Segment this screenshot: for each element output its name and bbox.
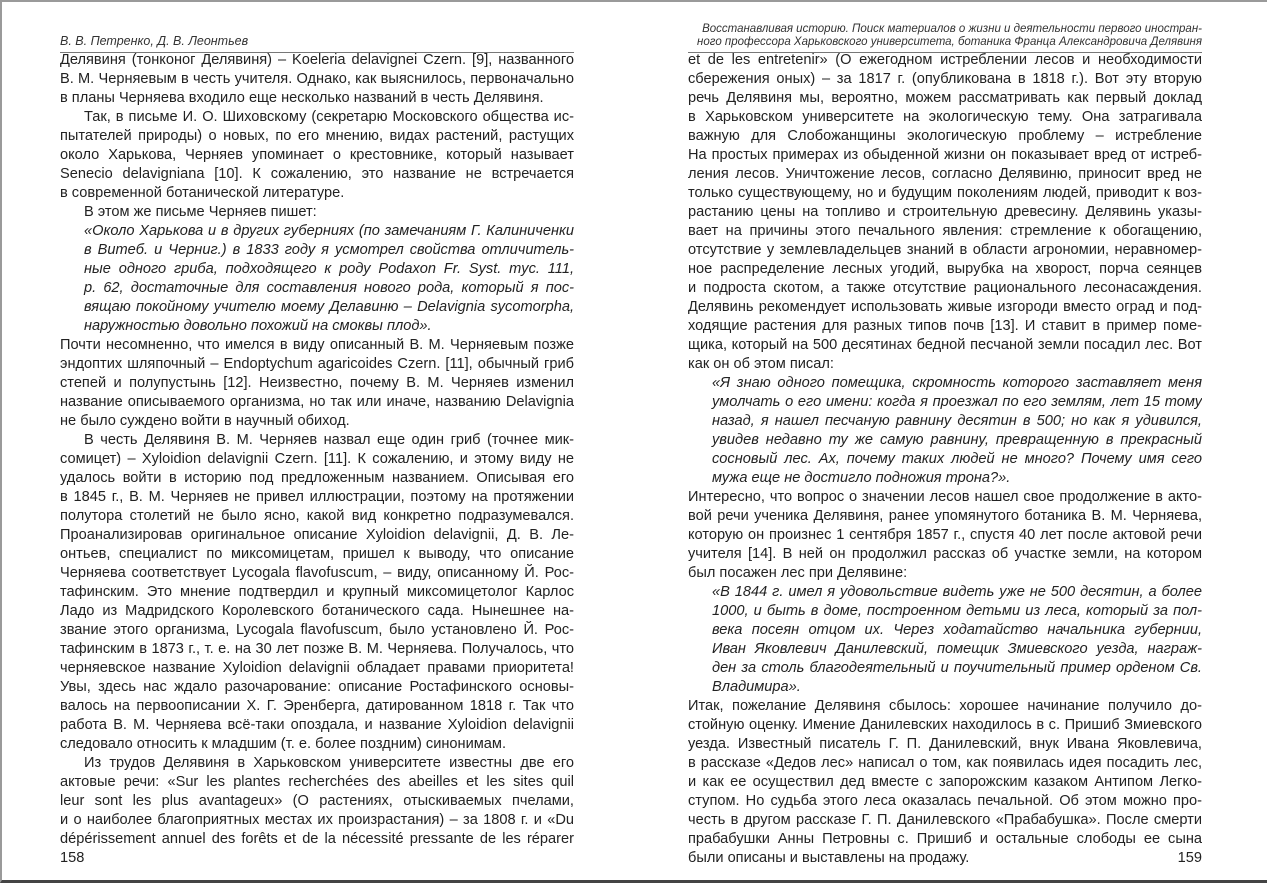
text-line: не было суждено войти в научный обиход. bbox=[60, 413, 350, 429]
text-line: в Харьковском университете на экологическую тему. Она затрагивала bbox=[688, 109, 1202, 125]
text-line: и как ее осуществил дед вместе с запорожским казаком Антипом Легко- bbox=[688, 774, 1202, 790]
text-line: Черняева соответствует Lycogala flavofuscum, – виду, описанному Й. Рос- bbox=[60, 565, 574, 581]
text-line: речь Делявиня мы, вероятно, можем рассматривать как первый доклад bbox=[688, 90, 1202, 106]
text-line: вой речи ученика Делявиня, ранее упомянутого ботаника В. М. Черняева, bbox=[688, 508, 1202, 524]
text-line: пытателей природы) о новых, по его мнению, видах растений, растущих bbox=[60, 128, 574, 144]
page-number-left: 158 bbox=[60, 850, 85, 866]
text-line: Интересно, что вопрос о значении лесов нашел свое продолжение в акто- bbox=[688, 489, 1202, 505]
text-line: Из трудов Делявиня в Харьковском университете известны две его bbox=[84, 755, 574, 771]
text-line: звание этого организма, Lycogala flavofuscum, было установлено Й. Рос- bbox=[60, 622, 574, 638]
text-line: В этом же письме Черняев пишет: bbox=[84, 204, 317, 220]
header-title-line: Восстанавливая историю. Поиск материалов о жизни и деятельности первого иностран- bbox=[702, 23, 1202, 35]
text-line: степей и полупустынь [12]. Неизвестно, почему В. М. Черняев изменил bbox=[60, 375, 574, 391]
header-article-title bbox=[697, 23, 1202, 49]
left-page-body bbox=[60, 51, 574, 849]
running-header-right bbox=[688, 0, 1202, 53]
text-line: щика, который на 500 десятинах бедной песчаной земли посадил лес. Вот bbox=[688, 337, 1202, 353]
quote-line: назад, я нашел песчаную равнину десятин в 500; но как я удивился, bbox=[712, 413, 1202, 429]
text-line: растанию цены на топливо и строительную древесину. Делявинь указы- bbox=[688, 204, 1202, 220]
quote-line: «Около Харькова и в других губерниях (по замечаниям Г. Калиниченки bbox=[84, 223, 574, 239]
text-line: leur sont les plus avantageux» (О растениях, отыскиваемых пчелами, bbox=[60, 793, 574, 809]
text-line: сбережения оных) – за 1817 г. (опубликована в 1818 г.). Вот эту вторую bbox=[688, 71, 1202, 87]
text-line: et de les entretenir» (О ежегодном истреблении лесов и необходимости bbox=[688, 52, 1202, 68]
text-line: полутора столетий не было ясно, какой вид конкретно подразумевался. bbox=[60, 508, 574, 524]
quote-line: 1000, и быть в доме, построенном детьми из леса, который за пол- bbox=[712, 603, 1202, 619]
text-line: тафинским. Это мнение подтвердил и крупный миксомицетолог Карлос bbox=[60, 584, 574, 600]
text-line: Делявинь рекомендует использовать живые изгороди вместо оград и под- bbox=[688, 299, 1202, 315]
quote-line: умолчать о его имени: когда я проезжал по его землям, лет 15 тому bbox=[712, 394, 1202, 410]
quote-line: Владимира». bbox=[712, 679, 801, 695]
text-line: Делявиня (тонконог Делявиня) – Koeleria delavignei Czern. [9], названного bbox=[60, 52, 574, 68]
text-line: стойную оценку. Имение Данилевских находилось в с. Пришиб Змиевского bbox=[688, 717, 1202, 733]
header-title-line: ного профессора Харьковского университета, ботаника Франца Александровича Делявиня bbox=[697, 36, 1202, 48]
quote-line: в Витеб. и Черниг.) в 1833 году я усмотрел свойства отличитель- bbox=[84, 242, 574, 258]
text-line: в современной ботанической литературе. bbox=[60, 185, 345, 201]
text-line: честь в другом рассказе Г. П. Данилевского «Прабабушка». После смерти bbox=[688, 812, 1202, 828]
quote-line: «В 1844 г. имел я удовольствие видеть уже не 500 десятин, а более bbox=[712, 584, 1202, 600]
quote-line: века посеян отцом их. Через ходатайство начальника губернии, bbox=[712, 622, 1202, 638]
text-line: был посажен лес при Делявине: bbox=[688, 565, 908, 581]
text-line: ное распределение лесных угодий, вырубка на хворост, порча сеянцев bbox=[688, 261, 1202, 277]
text-line: ступом. Но судьба этого леса оказалась печальной. Об этом можно про- bbox=[688, 793, 1202, 809]
text-line: Senecio delavigniana [10]. К сожалению, это название не встречается bbox=[60, 166, 574, 182]
text-line: Итак, пожелание Делявиня сбылось: хорошее начинание получило до- bbox=[688, 698, 1202, 714]
text-line: которую он произнес 1 сентября 1857 г., спустя 40 лет после актовой речи bbox=[688, 527, 1202, 543]
text-line: Проанализировав оригинальное описание Xyloidion delavignii, Д. В. Ле- bbox=[60, 527, 574, 543]
text-line: эндоптих шляпочный – Endoptychum agaricoides Czern. [11], обычный гриб bbox=[60, 356, 574, 372]
text-line: и о наиболее благоприятных местах их произрастания) – за 1808 г. и «Du bbox=[60, 812, 574, 828]
text-line: название описываемого организма, но так или иначе, названию Delavignia bbox=[60, 394, 574, 410]
quote-line: Иван Яковлевич Данилевский, помещик Змиевского уезда, награж- bbox=[712, 641, 1202, 657]
quote-line: увидев недавно ту же самую равнину, превращенную в прекрасный bbox=[712, 432, 1202, 448]
text-line: в рассказе «Дедов лес» написал о том, как появилась идея посадить лес, bbox=[688, 755, 1202, 771]
text-line: Ладо из Мадридского Королевского ботанического сада. Нынешнее на- bbox=[60, 603, 574, 619]
text-line: в 1845 г., В. М. Черняев не привел иллюстрации, поэтому на протяжении bbox=[60, 489, 574, 505]
quote-line: мужа еще не достигло подножия трона?». bbox=[712, 470, 1011, 486]
text-line: dépérissement annuel des forêts et de la nécessité pressante de les réparer bbox=[60, 831, 574, 847]
text-line: важную для Слобожанщины экологическую проблему – истребление bbox=[688, 128, 1202, 144]
left-page bbox=[60, 0, 574, 882]
quote-line: ные одного гриба, подходящего к роду Podaxon Fr. Syst. myc. 111, bbox=[84, 261, 574, 277]
quote-line: p. 62, достаточные для составления нового рода, который я пос- bbox=[84, 280, 574, 296]
text-line: тафинским в 1873 г., т. е. на 30 лет позже В. М. Черняева. Получалось, что bbox=[60, 641, 574, 657]
quote-line: ден за столь благодеятельный и поучительный пример орденом Св. bbox=[712, 660, 1202, 676]
quote-line: «Я знаю одного помещика, скромность которого заставляет меня bbox=[712, 375, 1202, 391]
text-line: отсутствие у землевладельцев знаний в области агрономии, неравномер- bbox=[688, 242, 1202, 258]
text-line: На простых примерах из обыденной жизни он показывает вред от истреб- bbox=[688, 147, 1202, 163]
text-line: вает на причины этого печального явления: стремление к обогащению, bbox=[688, 223, 1202, 239]
text-line: сомицет) – Xyloidion delavignii Czern. [11]. К сожалению, и этому виду не bbox=[60, 451, 574, 467]
text-line: ления лесов. Уничтожение лесов, согласно Делявиню, приносит вред не bbox=[688, 166, 1202, 182]
quote-line: наружностью довольно похожий на смоквы плод». bbox=[84, 318, 432, 334]
running-header-left bbox=[60, 0, 574, 53]
text-line: только существующему, но и будущим поколениям людей, приводит к воз- bbox=[688, 185, 1202, 201]
text-line: Так, в письме И. О. Шиховскому (секретарю Московского общества ис- bbox=[84, 109, 574, 125]
text-line: ходящие растения для разных типов почв [13]. И ставит в пример поме- bbox=[688, 318, 1202, 334]
header-authors: В. В. Петренко, Д. В. Леонтьев bbox=[60, 34, 249, 48]
text-line: работа В. М. Черняева всё-таки опоздала, и название Xyloidion delavignii bbox=[60, 717, 574, 733]
quote-line: сосновый лес. Ах, почему таких людей не много? Почему имя сего bbox=[712, 451, 1202, 467]
text-line: около Харькова, Черняев упоминает о крестовнике, который называет bbox=[60, 147, 574, 163]
text-line: Почти несомненно, что имелся в виду описанный В. М. Черняевым позже bbox=[60, 337, 574, 353]
text-line: прабабушки Анны Петровны с. Пришиб и остальные слободы ее сына bbox=[688, 831, 1202, 847]
text-line: В. М. Черняевым в честь учителя. Однако, как выяснилось, первоначально bbox=[60, 71, 574, 87]
page-number-right: 159 bbox=[1177, 850, 1202, 866]
text-line: уезда. Известный писатель Г. П. Данилевский, внук Ивана Яковлевича, bbox=[688, 736, 1202, 752]
text-line: и подроста скотом, а также отсутствие рационального лесонасаждения. bbox=[688, 280, 1202, 296]
text-line: следовало относить к младшим (т. е. более поздним) синонимам. bbox=[60, 736, 506, 752]
text-line: как он об этом писал: bbox=[688, 356, 834, 372]
text-line: удалось войти в историю под предложенным названием. Описывая его bbox=[60, 470, 574, 486]
text-line: в планы Черняева входило еще несколько названий в честь Делявиня. bbox=[60, 90, 544, 106]
text-line: черняевское название Xyloidion delavignii обладает правами приоритета! bbox=[60, 660, 574, 676]
text-line: В честь Делявиня В. М. Черняев назвал еще один гриб (точнее мик- bbox=[84, 432, 574, 448]
text-line: Увы, здесь нас ждало разочарование: описание Ростафинского основы- bbox=[60, 679, 574, 695]
text-line: актовые речи: «Sur les plantes recherchées des abeilles et les sites quil bbox=[60, 774, 574, 790]
quote-line: вящаю покойному учителю моему Делавиню – Delavignia sycomorpha, bbox=[84, 299, 574, 315]
right-page bbox=[688, 0, 1202, 882]
text-line: учителя [14]. В ней он продолжил рассказ об участке земли, на котором bbox=[688, 546, 1202, 562]
right-page-body bbox=[688, 51, 1202, 868]
text-line: онтьев, специалист по миксомицетам, пришел к выводу, что описание bbox=[60, 546, 574, 562]
text-line: валось на первоописании Х. Г. Эренберга, датированном 1818 г. Так что bbox=[60, 698, 574, 714]
text-line: были описаны и выставлены на продажу. bbox=[688, 850, 970, 866]
